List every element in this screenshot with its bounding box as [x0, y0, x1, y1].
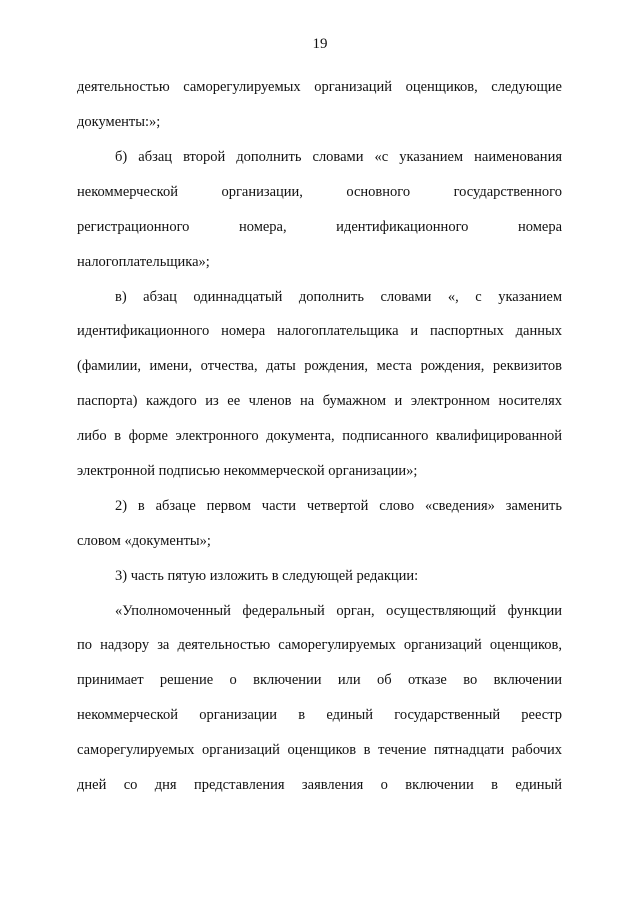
text-line-17: по надзору за деятельностью саморегулируемых организаций оценщиков,: [77, 637, 562, 653]
text-line-18: принимает решение о включении или об отказе во включении: [77, 672, 562, 688]
page-number: 19: [312, 36, 328, 52]
text-line-19: некоммерческой организации в единый государственный реестр: [77, 707, 562, 723]
text-line-16: «Уполномоченный федеральный орган, осуществляющий функции: [115, 603, 562, 619]
text-line-13: 2) в абзаце первом части четвертой слово «сведения» заменить: [115, 498, 562, 514]
text-line-3: б) абзац второй дополнить словами «с указанием наименования: [115, 149, 562, 165]
text-line-4: некоммерческой организации, основного государственного: [77, 184, 562, 200]
text-line-21: дней со дня представления заявления о включении в единый: [77, 777, 562, 793]
text-line-5: регистрационного номера, идентификационного номера: [77, 219, 562, 235]
text-line-7: в) абзац одиннадцатый дополнить словами «, с указанием: [115, 289, 562, 305]
text-line-9: (фамилии, имени, отчества, даты рождения, места рождения, реквизитов: [77, 358, 562, 374]
text-line-11: либо в форме электронного документа, подписанного квалифицированной: [77, 428, 562, 444]
text-line-1: деятельностью саморегулируемых организаций оценщиков, следующие: [77, 79, 562, 95]
text-line-10: паспорта) каждого из ее членов на бумажном и электронном носителях: [77, 393, 562, 409]
text-line-6: налогоплательщика»;: [77, 254, 210, 270]
text-line-14: словом «документы»;: [77, 533, 211, 549]
text-line-20: саморегулируемых организаций оценщиков в течение пятнадцати рабочих: [77, 742, 562, 758]
text-line-12: электронной подписью некоммерческой организации»;: [77, 463, 418, 479]
text-line-15: 3) часть пятую изложить в следующей редакции:: [115, 568, 419, 584]
text-line-2: документы:»;: [77, 114, 161, 130]
text-line-8: идентификационного номера налогоплательщика и паспортных данных: [77, 323, 562, 339]
